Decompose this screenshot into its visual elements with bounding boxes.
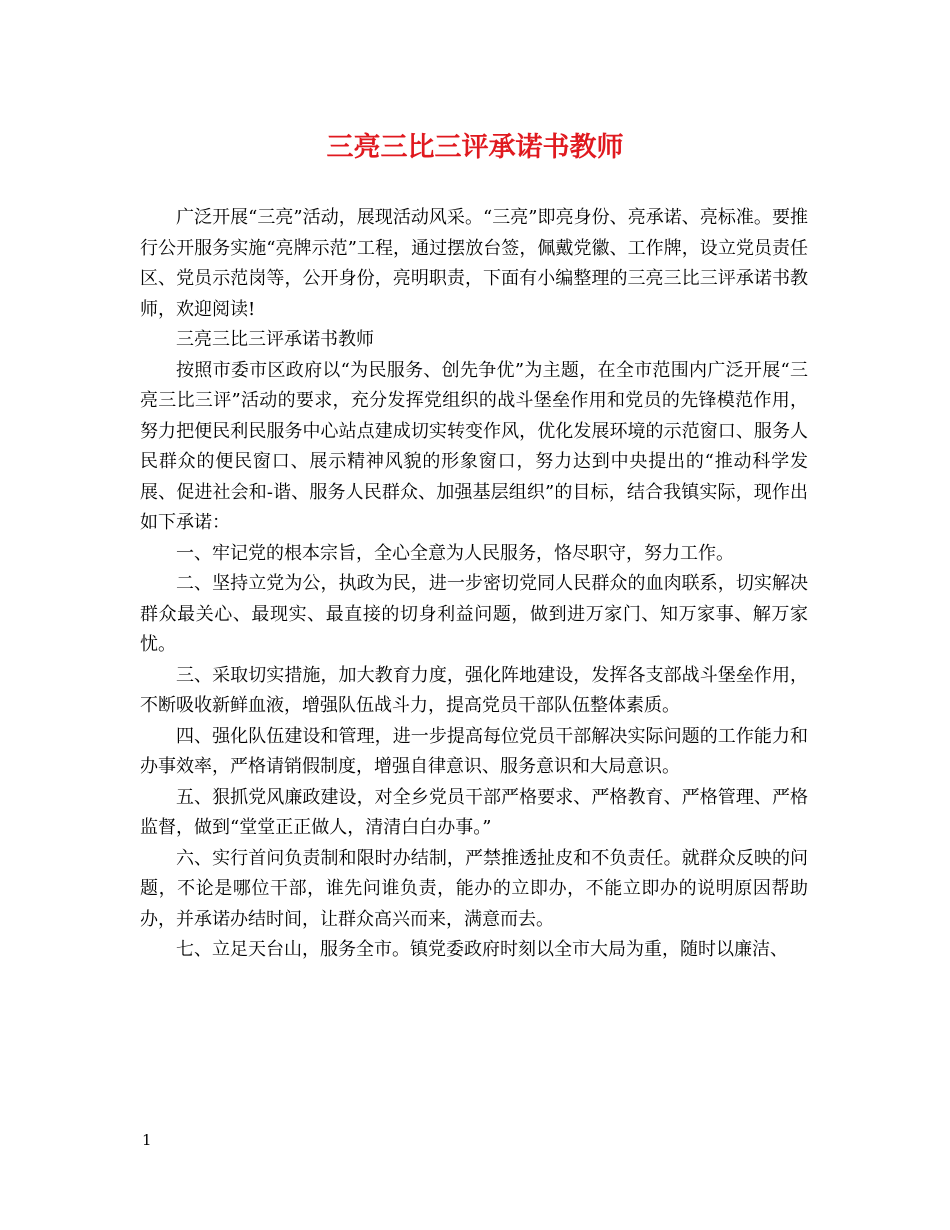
paragraph-subtitle: 三亮三比三评承诺书教师 — [176, 329, 374, 350]
paragraph-item-2: 二、坚持立党为公，执政为民，进一步密切党同人民群众的血肉联系，切实解决群众最关心、最现实、最直接的切身利益问题，做到进万家门、知万家事、解万家忧。 — [140, 573, 808, 655]
paragraph-item-3: 三、采取切实措施，加大教育力度，强化阵地建设，发挥各支部战斗堡垒作用，不断吸收新鲜血液，增强队伍战斗力，提高党员干部队伍整体素质。 — [140, 664, 808, 716]
document-title: 三亮三比三评承诺书教师 — [326, 132, 624, 163]
paragraph-intro: 广泛开展“三亮”活动，展现活动风采。“三亮”即亮身份、亮承诺、亮标准。要推行公开服务实施“亮牌示范”工程，通过摆放台签，佩戴党徽、工作牌，设立党员责任区、党员示范岗等，公开身份，亮明职责，下面有小编整理的三亮三比三评承诺书教师，欢迎阅读! — [140, 207, 808, 320]
paragraph-item-7: 七、立足天台山，服务全市。镇党委政府时刻以全市大局为重，随时以廉洁、 — [176, 939, 788, 960]
paragraph-item-6: 六、实行首问负责制和限时办结制，严禁推透扯皮和不负责任。就群众反映的问题，不论是哪位干部，谁先问谁负责，能办的立即办，不能立即办的说明原因帮助办，并承诺办结时间，让群众高兴而来，满意而去。 — [140, 847, 808, 930]
paragraph-item-5: 五、狠抓党风廉政建设，对全乡党员干部严格要求、严格教育、严格管理、严格监督，做到“堂堂正正做人，清清白白办事。” — [140, 786, 808, 838]
page-number: 1 — [142, 1131, 152, 1149]
paragraph-item-4: 四、强化队伍建设和管理，进一步提高每位党员干部解决实际问题的工作能力和办事效率，严格请销假制度，增强自律意识、服务意识和大局意识。 — [140, 725, 808, 777]
paragraph-preamble: 按照市委市区政府以“为民服务、创先争优”为主题，在全市范围内广泛开展“三亮三比三评”活动的要求，充分发挥党组织的战斗堡垒作用和党员的先锋模范作用，努力把便民利民服务中心站点建成切实转变作风，优化发展环境的示范窗口、服务人民群众的便民窗口、展示精神风貌的形象窗口，努力达到中央提出的“推动科学发展、促进社会和-谐、服务人民群众、加强基层组织”的目标，结合我镇实际，现作出如下承诺： — [140, 359, 808, 533]
document-body — [140, 203, 808, 966]
paragraph-item-1: 一、牢记党的根本宗旨，全心全意为人民服务，恪尽职守，努力工作。 — [176, 542, 734, 564]
